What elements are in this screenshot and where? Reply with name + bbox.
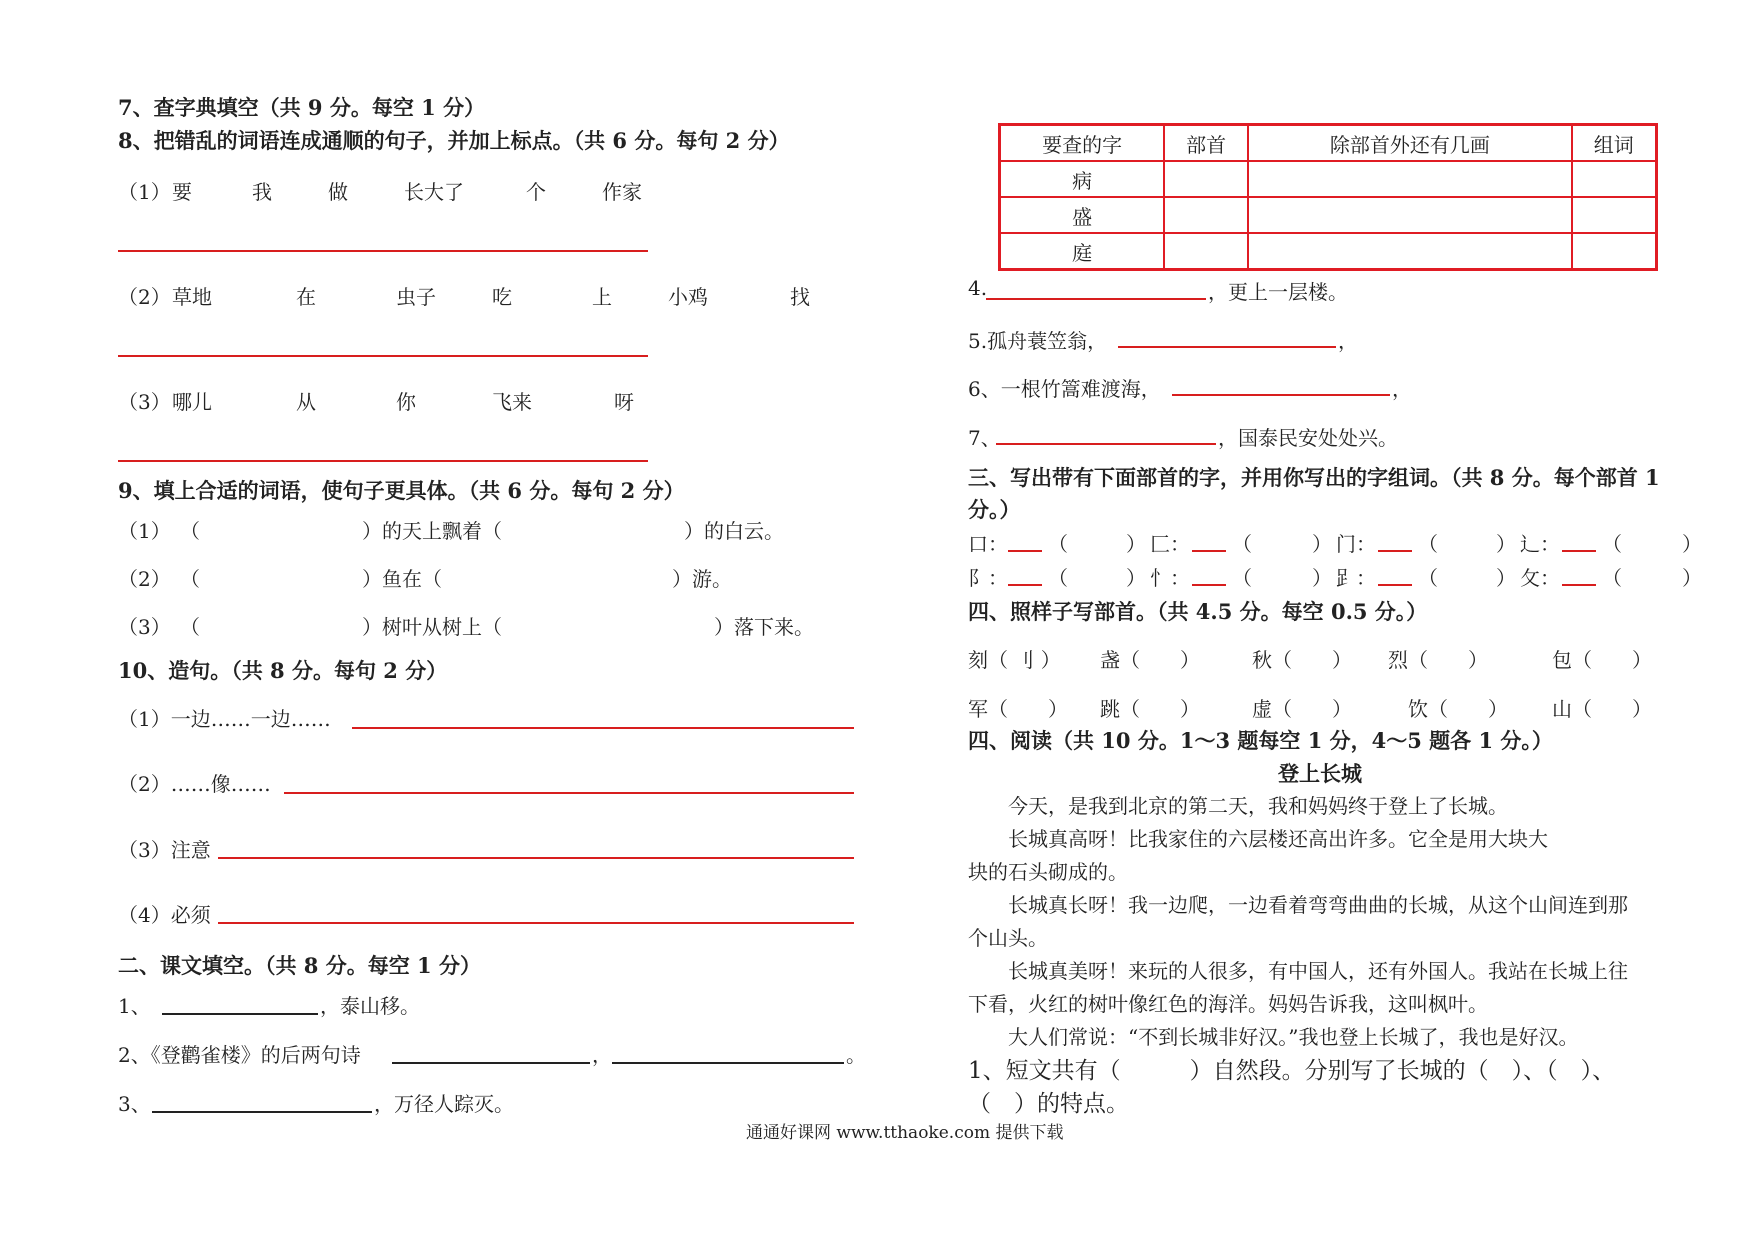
s3-radical: 门： — [1336, 532, 1376, 556]
table-cell[interactable] — [1164, 197, 1248, 233]
q7-title: 7、查字典填空（共 9 分。每空 1 分） — [118, 95, 486, 120]
s4-item: 包（ ） — [1552, 648, 1652, 672]
essay-line: 下看，火红的树叶像红色的海洋。妈妈告诉我，这叫枫叶。 — [968, 992, 1488, 1016]
q8-word: 找 — [790, 285, 810, 309]
table-header: 要查的字 — [1000, 125, 1165, 162]
s3-open-paren: （ — [1602, 532, 1622, 556]
s3-close-paren: ） — [1496, 566, 1516, 590]
q9-line1-p2: ）的天上飘着（ — [362, 519, 502, 543]
s4-item: 秋（ ） — [1252, 648, 1352, 672]
s3-open-paren: （ — [1232, 566, 1252, 590]
q8-row1-num: （1） — [118, 180, 171, 204]
s3-char-blank[interactable] — [1008, 550, 1042, 552]
s3-radical: 辶： — [1520, 532, 1560, 556]
table-header: 部首 — [1164, 125, 1248, 162]
s3-open-paren: （ — [1602, 566, 1622, 590]
q8-word: 虫子 — [396, 285, 436, 309]
s3-char-blank[interactable] — [1562, 550, 1596, 552]
s3-char-blank[interactable] — [1378, 550, 1412, 552]
s3-radical: 口： — [968, 532, 1008, 556]
footer: 通通好课网 www.tthaoke.com 提供下载 — [746, 1123, 1064, 1143]
q8-word: 我 — [252, 180, 272, 204]
s3-radical: 攵： — [1520, 566, 1560, 590]
table-cell[interactable] — [1248, 233, 1572, 270]
q9-line1-p1: （ — [180, 519, 200, 543]
s2-blank-6[interactable] — [1172, 394, 1390, 396]
s4-item: 烈（ ） — [1388, 648, 1488, 672]
table-header: 组词 — [1572, 125, 1657, 162]
reading-q1-line1: 1、短文共有（ ）自然段。分别写了长城的（ ）、（ ）、 — [968, 1058, 1616, 1084]
s3-open-paren: （ — [1418, 532, 1438, 556]
s2-item4-text: ，更上一层楼。 — [1208, 280, 1348, 304]
s3-open-paren: （ — [1048, 532, 1068, 556]
essay-line: 今天，是我到北京的第二天，我和妈妈终于登上了长城。 — [968, 794, 1508, 818]
s2-item5-text: 5.孤舟蓑笠翁， — [968, 329, 1108, 353]
q8-word: 做 — [328, 180, 348, 204]
s2-blank-5[interactable] — [1118, 346, 1336, 348]
s2-blank-1[interactable] — [162, 1013, 318, 1015]
s3-radical: 𧾷： — [1336, 566, 1376, 590]
reading-title: 四、阅读（共 10 分。1～3 题每空 1 分，4～5 题各 1 分。） — [968, 728, 1553, 753]
s4-item: 饮（ ） — [1408, 697, 1508, 721]
s2-item3-text: ，万径人踪灭。 — [374, 1092, 514, 1116]
s4-item: 山（ ） — [1552, 697, 1652, 721]
dictionary-table — [998, 123, 1658, 271]
s2-item2-end: 。 — [846, 1043, 866, 1067]
s2-blank-2b[interactable] — [612, 1062, 844, 1064]
q9-line3-num: （3） — [118, 615, 171, 639]
s3-char-blank[interactable] — [1192, 584, 1226, 586]
essay-line: 长城真长呀！我一边爬，一边看着弯弯曲曲的长城，从这个山间连到那 — [968, 893, 1628, 917]
essay-line: 大人们常说：“不到长城非好汉。”我也登上长城了，我也是好汉。 — [968, 1025, 1579, 1049]
q10-item-2: （2）……像…… — [118, 772, 271, 796]
s4-item: 跳（ ） — [1100, 697, 1200, 721]
s2-item3-num: 3、 — [118, 1092, 151, 1116]
s4-item: 刻（ 刂 ） — [968, 648, 1061, 672]
q9-line3-p3: ）落下来。 — [714, 615, 814, 639]
q8-answer-line-3[interactable] — [118, 460, 648, 462]
table-cell[interactable] — [1572, 233, 1657, 270]
essay-line: 块的石头砌成的。 — [968, 860, 1128, 884]
s2-blank-4[interactable] — [986, 298, 1206, 300]
s3-char-blank[interactable] — [1378, 584, 1412, 586]
q8-word: 飞来 — [492, 390, 532, 414]
q8-word: 上 — [592, 285, 612, 309]
s4-item: 虚（ ） — [1252, 697, 1352, 721]
q9-line3-p1: （ — [180, 615, 200, 639]
table-header: 除部首外还有几画 — [1248, 125, 1572, 162]
q8-word: 要 — [172, 180, 192, 204]
s2-item2-comma: ， — [592, 1043, 612, 1067]
table-cell[interactable] — [1164, 233, 1248, 270]
s2-item2-text: 2、《登鹳雀楼》的后两句诗 — [118, 1043, 361, 1067]
s3-radical: 阝： — [968, 566, 1008, 590]
q8-word: 哪儿 — [172, 390, 212, 414]
s2-item1-num: 1、 — [118, 994, 151, 1018]
s2-item5-end: ， — [1338, 329, 1358, 353]
q8-answer-line-1[interactable] — [118, 250, 648, 252]
q10-answer-line-1[interactable] — [352, 727, 854, 729]
s3-open-paren: （ — [1048, 566, 1068, 590]
q9-line3-p2: ）树叶从树上（ — [362, 615, 502, 639]
s3-radical: 匚： — [1150, 532, 1190, 556]
s4-item: 盏（ ） — [1100, 648, 1200, 672]
s3-close-paren: ） — [1682, 566, 1702, 590]
q8-word: 吃 — [492, 285, 512, 309]
q9-title: 9、填上合适的词语，使句子更具体。（共 6 分。每句 2 分） — [118, 478, 685, 503]
s3-title-line2: 分。） — [968, 497, 1021, 522]
table-cell[interactable] — [1248, 197, 1572, 233]
q8-word: 草地 — [172, 285, 212, 309]
q8-word: 个 — [526, 180, 546, 204]
s3-close-paren: ） — [1496, 532, 1516, 556]
q8-word: 你 — [396, 390, 416, 414]
table-cell[interactable] — [1572, 161, 1657, 197]
q8-answer-line-2[interactable] — [118, 355, 648, 357]
q9-line2-num: （2） — [118, 567, 171, 591]
q10-answer-line-3[interactable] — [218, 857, 854, 859]
s2-blank-7[interactable] — [996, 443, 1216, 445]
q9-line2-p3: ）游。 — [672, 567, 732, 591]
s4-title: 四、照样子写部首。（共 4.5 分。每空 0.5 分。） — [968, 599, 1428, 624]
q10-title: 10、造句。（共 8 分。每句 2 分） — [118, 658, 448, 683]
q8-word: 小鸡 — [668, 285, 708, 309]
s3-close-paren: ） — [1682, 532, 1702, 556]
q10-item-4: （4）必须 — [118, 903, 211, 927]
q8-word: 从 — [296, 390, 316, 414]
s2-item6-end: ， — [1392, 377, 1412, 401]
q10-answer-line-2[interactable] — [284, 792, 854, 794]
q8-row3-num: （3） — [118, 390, 171, 414]
q8-word: 长大了 — [404, 180, 464, 204]
s3-close-paren: ） — [1312, 532, 1332, 556]
essay-line: 长城真美呀！来玩的人很多，有中国人，还有外国人。我站在长城上往 — [968, 959, 1628, 983]
essay-title: 登上长城 — [1278, 761, 1362, 786]
s3-radical: 忄： — [1150, 566, 1190, 590]
s3-title-line1: 三、写出带有下面部首的字，并用你写出的字组词。（共 8 分。每个部首 1 — [968, 465, 1660, 490]
essay-line: 个山头。 — [968, 926, 1048, 950]
q9-line1-num: （1） — [118, 519, 171, 543]
q9-line2-p2: ）鱼在（ — [362, 567, 442, 591]
table-char: 庭 — [1000, 233, 1165, 270]
table-cell[interactable] — [1248, 161, 1572, 197]
s2-item7-num: 7、 — [968, 426, 1001, 450]
q10-answer-line-4[interactable] — [218, 922, 854, 924]
s4-item: 军（ ） — [968, 697, 1068, 721]
q8-word: 在 — [296, 285, 316, 309]
q8-title: 8、把错乱的词语连成通顺的句子，并加上标点。（共 6 分。每句 2 分） — [118, 128, 790, 153]
s2-blank-3[interactable] — [152, 1111, 372, 1113]
table-char: 盛 — [1000, 197, 1165, 233]
s2-item6-text: 6、一根竹篙难渡海， — [968, 377, 1161, 401]
table-cell[interactable] — [1572, 197, 1657, 233]
s3-close-paren: ） — [1312, 566, 1332, 590]
table-char: 病 — [1000, 161, 1165, 197]
s3-close-paren: ） — [1126, 566, 1146, 590]
q8-word: 呀 — [614, 390, 634, 414]
q9-line1-p3: ）的白云。 — [684, 519, 784, 543]
essay-line: 长城真高呀！比我家住的六层楼还高出许多。它全是用大块大 — [968, 827, 1548, 851]
s3-open-paren: （ — [1418, 566, 1438, 590]
q10-item-1: （1）一边……一边…… — [118, 707, 331, 731]
s2-item1-text: ，泰山移。 — [320, 994, 420, 1018]
s3-open-paren: （ — [1232, 532, 1252, 556]
s3-char-blank[interactable] — [1192, 550, 1226, 552]
s2-item4-num: 4. — [968, 276, 988, 300]
s2-title: 二、课文填空。（共 8 分。每空 1 分） — [118, 953, 481, 978]
q8-row2-num: （2） — [118, 285, 171, 309]
s3-char-blank[interactable] — [1008, 584, 1042, 586]
reading-q1-line2: （ ）的特点。 — [968, 1091, 1129, 1117]
q10-item-3: （3）注意 — [118, 838, 211, 862]
s2-blank-2a[interactable] — [392, 1062, 590, 1064]
s2-item7-text: ，国泰民安处处兴。 — [1218, 426, 1398, 450]
q9-line2-p1: （ — [180, 567, 200, 591]
s3-close-paren: ） — [1126, 532, 1146, 556]
q8-word: 作家 — [602, 180, 642, 204]
table-cell[interactable] — [1164, 161, 1248, 197]
s3-char-blank[interactable] — [1562, 584, 1596, 586]
